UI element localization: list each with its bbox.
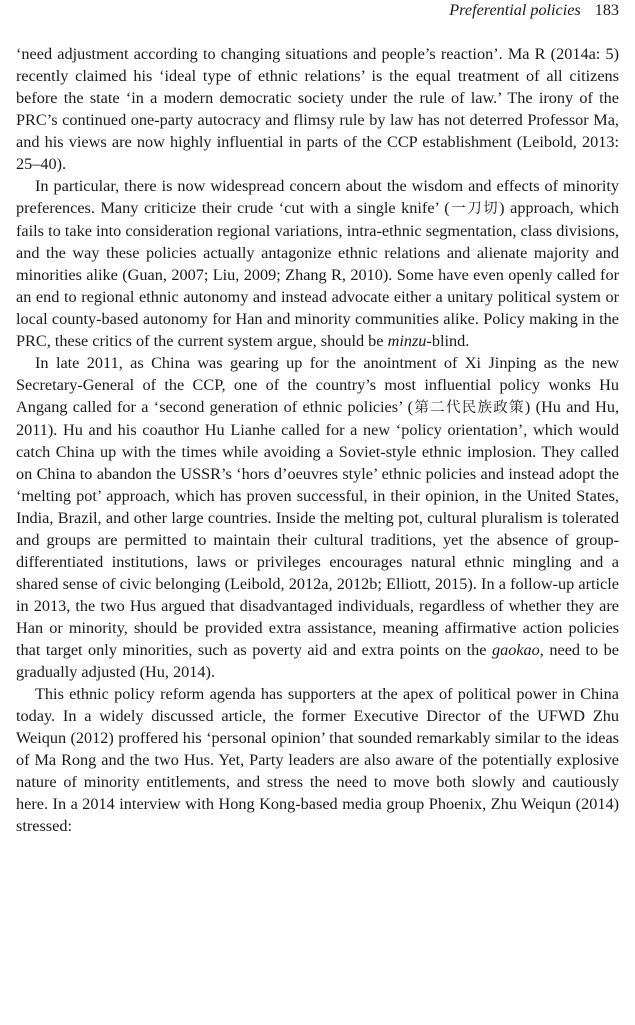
paragraph-2 (16, 175, 619, 352)
chinese-term: 一刀切 (449, 201, 500, 217)
running-title: Preferential policies (449, 1, 581, 19)
paragraph-4 (16, 683, 619, 837)
running-header (16, 0, 619, 22)
paragraph-3 (16, 352, 619, 683)
text-segment: This ethnic policy reform agenda has supporters at the apex of political power in China today. In a widely discussed article, the former Executive Director of the UFWD Zhu Weiqun (2012) proffered his ‘personal opinion’ that sounded remarkably similar to the ideas of Ma Rong and the two Hus. Yet, Party leaders are also aware of the potentially explosive nature of minority entitlements, and stress the need to move both slowly and cautiously here. In a 2014 interview with Hong Kong-based media group Phoenix, Zhu Weiqun (2014) stressed: (16, 685, 619, 835)
book-page (16, 0, 619, 837)
text-segment: In particular, there is now widespread concern about the wisdom and effects of minority preferences. Many criticize their crude ‘cut with a single knife’ ( (16, 177, 619, 217)
italic-term-gaokao: gaokao (491, 641, 540, 659)
italic-term-minzu: minzu (387, 332, 427, 350)
text-segment: , need to be gradually adjusted (Hu, 2014). (16, 641, 619, 681)
text-segment: -blind. (426, 332, 470, 350)
text-segment: ) approach, which fails to take into consideration regional variations, intra-ethnic segmentation, class divisions, and the way these policies actually antagonize ethnic relations and alienate majority and minorities alike (Guan, 2007; Liu, 2009; Zhang R, 2010). Some have even openly called for an end to regional ethnic autonomy and instead advocate either a unitary political system or local county-based autonomy for Han and minority communities alike. Policy making in the PRC, these critics of the current system argue, should be (16, 199, 620, 350)
page-number: 183 (594, 1, 619, 19)
body-text (16, 43, 619, 837)
chinese-term: 第二代民族政策 (413, 400, 525, 416)
text-segment: In late 2011, as China was gearing up for the anointment of Xi Jinping as the new Secretary-General of the CCP, one of the country’s most influential policy wonks Hu Angang called for a ‘second generation of ethnic policies’ ( (16, 354, 619, 416)
paragraph-1 (16, 43, 619, 175)
text-segment: ‘need adjustment according to changing situations and people’s reaction’. Ma R (2014a: 5) recently claimed his ‘ideal type of ethnic relations’ is the equal treatment of all citizens before the state ‘in a modern democratic society under the rule of law.’ The irony of the PRC’s continued one-party autocracy and flimsy rule by law has not deterred Professor Ma, and his views are now highly influential in parts of the CCP establishment (Leibold, 2013: 25–40). (16, 45, 619, 173)
text-segment: ) (Hu and Hu, 2011). Hu and his coauthor Hu Lianhe called for a new ‘policy orientation’, which would catch China up with the times while avoiding a Soviet-style ethnic implosion. They called on China to abandon the USSR’s ‘hors d’oeuvres style’ ethnic policies and instead adopt the ‘melting pot’ approach, which has proven successful, in their opinion, in the United States, India, Brazil, and other large countries. Inside the melting pot, cultural pluralism is tolerated and groups are permitted to maintain their cultural traditions, yet the absence of group-differentiated institutions, laws or privileges encourages natural ethnic mingling and a shared sense of civic belonging (Leibold, 2012a, 2012b; Elliott, 2015). In a follow-up article in 2013, the two Hus argued that disadvantaged individuals, regardless of whether they are Han or minority, should be provided extra assistance, meaning affirmative action policies that target only minorities, such as poverty aid and extra points on the (16, 398, 620, 659)
